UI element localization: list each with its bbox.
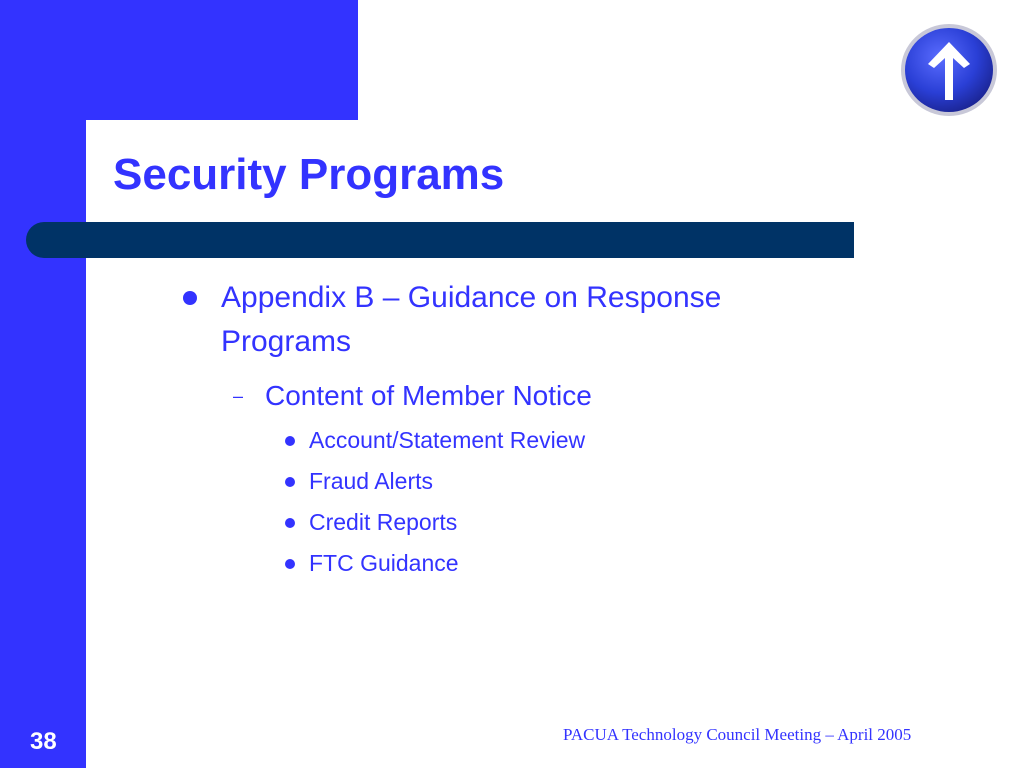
sub-sub-bullet-text: Credit Reports bbox=[309, 509, 458, 535]
left-blue-sidebar bbox=[0, 120, 86, 768]
footer-text: PACUA Technology Council Meeting – April 2005 bbox=[563, 725, 912, 744]
bullet-text: Programs bbox=[221, 325, 352, 358]
up-arrow-circle-logo bbox=[898, 22, 1000, 118]
dash-bullet-icon: – bbox=[233, 386, 244, 406]
bullet-dot-icon bbox=[285, 477, 295, 487]
bullet-dot-icon bbox=[183, 291, 197, 305]
bullet-dot-icon bbox=[285, 559, 295, 569]
bullet-dot-icon bbox=[285, 518, 295, 528]
slide-title: Security Programs bbox=[113, 150, 505, 199]
sub-sub-bullet-text: FTC Guidance bbox=[309, 550, 459, 576]
sub-sub-bullet-text: Fraud Alerts bbox=[309, 468, 433, 494]
top-left-blue-panel bbox=[0, 0, 358, 120]
sub-bullet-text: Content of Member Notice bbox=[265, 380, 592, 411]
sub-sub-bullet-text: Account/Statement Review bbox=[309, 427, 586, 453]
title-underline-bar bbox=[26, 222, 854, 258]
bullet-text: Appendix B – Guidance on Response bbox=[221, 281, 722, 314]
slide-number: 38 bbox=[30, 728, 57, 755]
bullet-dot-icon bbox=[285, 436, 295, 446]
